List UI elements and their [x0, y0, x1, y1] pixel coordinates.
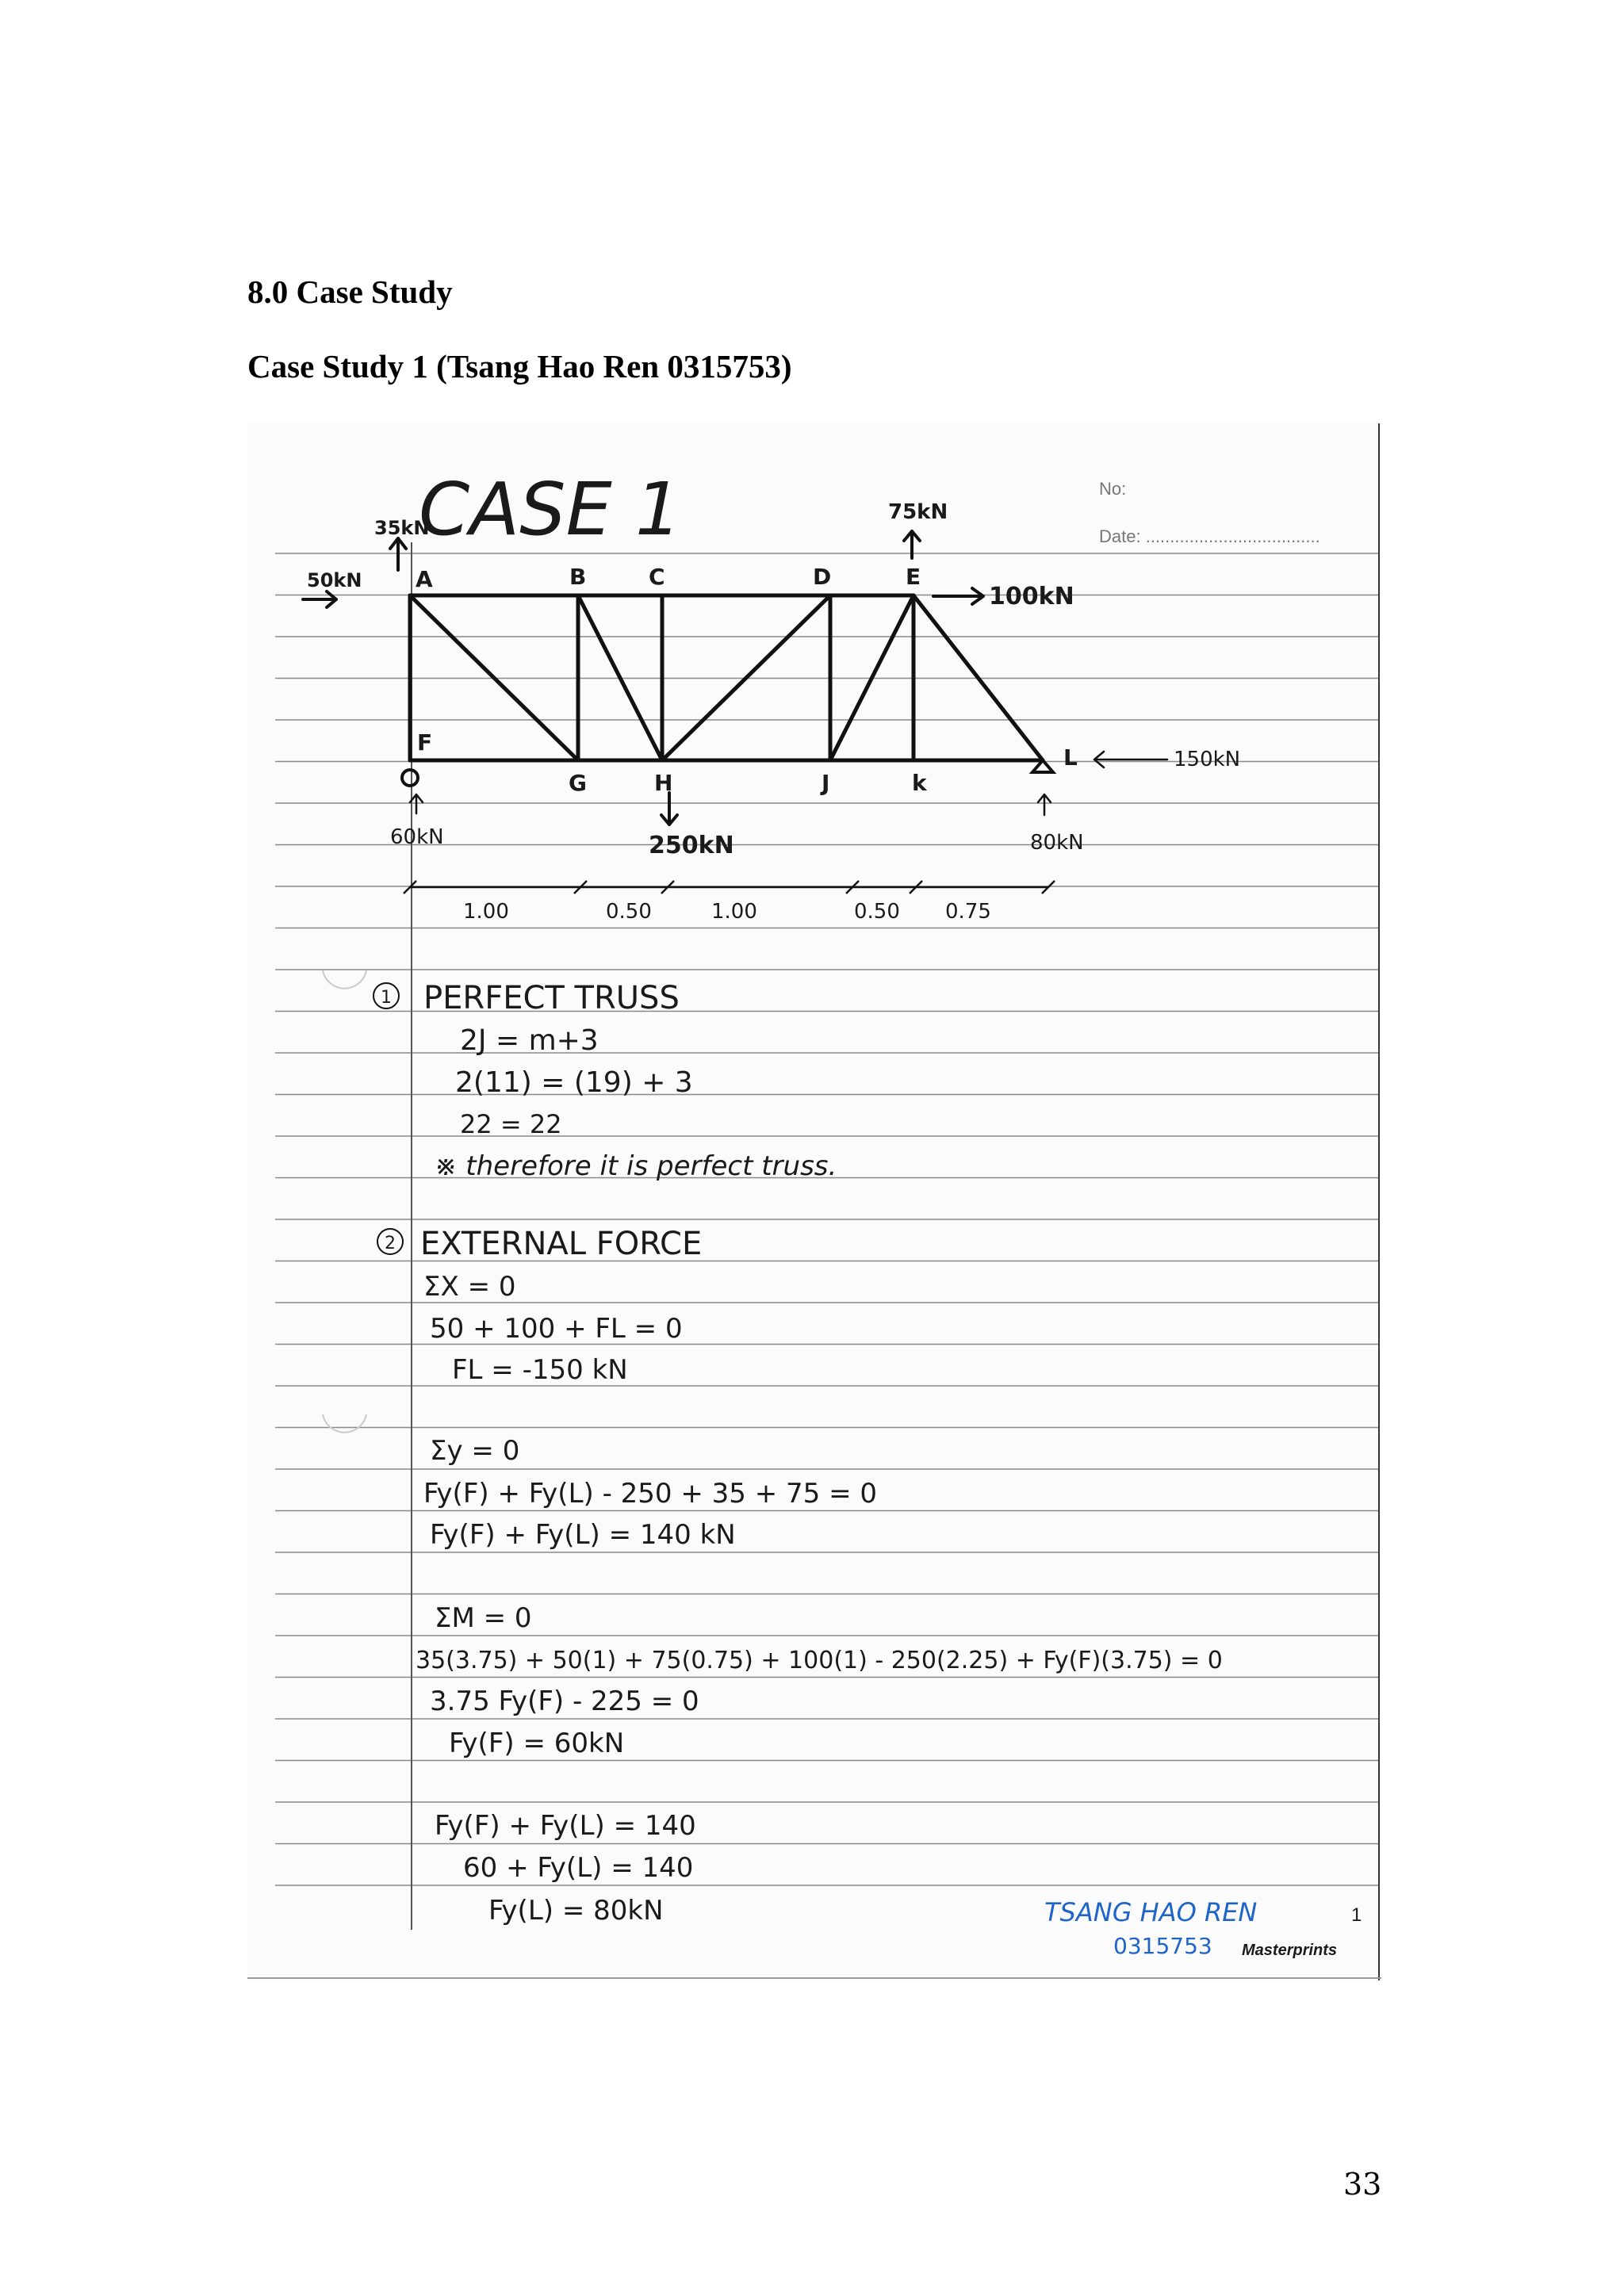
notebook-page-scan	[247, 423, 1381, 1980]
section-1-number: 1	[381, 988, 392, 1008]
pin-support-F	[402, 770, 418, 786]
s2-line-8: 35(3.75) + 50(1) + 75(0.75) + 100(1) - 250(2.25) + Fy(F)(3.75) = 0	[416, 1647, 1223, 1674]
node-label-D: D	[813, 564, 832, 590]
arrow-down-H	[661, 793, 677, 825]
page-corner-mark: 1	[1351, 1904, 1362, 1926]
notebook-page-drawing	[247, 423, 1381, 1980]
brand-logo: Masterprints	[1242, 1942, 1338, 1959]
no-label: No:	[1099, 479, 1127, 499]
node-label-K: k	[912, 770, 927, 796]
span-label-2: 0.50	[606, 900, 652, 924]
s2-line-4: Σy = 0	[430, 1435, 520, 1467]
s2-line-6: Fy(F) + Fy(L) = 140 kN	[430, 1519, 736, 1551]
arrow-right-E	[933, 588, 983, 604]
s2-line-5: Fy(F) + Fy(L) - 250 + 35 + 75 = 0	[423, 1478, 878, 1510]
case-study-heading: Case Study 1 (Tsang Hao Ren 0315753)	[247, 348, 792, 385]
arrow-up-reaction-L	[1038, 794, 1051, 815]
s2-line-10: Fy(F) = 60kN	[449, 1728, 625, 1759]
section-1-title: PERFECT TRUSS	[423, 980, 680, 1016]
s2-line-1: ΣX = 0	[423, 1271, 516, 1303]
s1-line-3: 22 = 22	[460, 1109, 562, 1139]
reaction-label-F: 60kN	[390, 825, 444, 849]
node-label-J: J	[822, 770, 830, 796]
s2-line-7: ΣM = 0	[435, 1602, 532, 1634]
node-label-E: E	[906, 564, 921, 590]
load-label-250kN: 250kN	[649, 832, 734, 859]
node-label-L: L	[1063, 744, 1078, 771]
punch-hole-2	[323, 1414, 366, 1433]
arrow-up-A	[390, 538, 406, 570]
section-heading: 8.0 Case Study	[247, 274, 453, 310]
s1-line-4: ※ therefore it is perfect truss.	[435, 1150, 837, 1182]
signature-name: TSANG HAO REN	[1044, 1897, 1258, 1927]
page-number: 33	[1343, 2167, 1382, 2202]
load-label-100kN: 100kN	[989, 583, 1074, 610]
s2-line-13: Fy(L) = 80kN	[488, 1895, 664, 1927]
node-label-H: H	[654, 770, 673, 796]
s2-line-3: FL = -150 kN	[452, 1354, 628, 1386]
span-label-4: 0.50	[854, 900, 900, 924]
node-label-C: C	[649, 564, 665, 590]
arrow-right-A	[303, 591, 336, 607]
s1-line-2: 2(11) = (19) + 3	[455, 1066, 693, 1099]
signature-id: 0315753	[1113, 1933, 1212, 1959]
reaction-label-L: 80kN	[1030, 831, 1084, 855]
punch-hole-1	[323, 970, 366, 989]
load-label-150kN: 150kN	[1174, 748, 1241, 771]
s2-line-9: 3.75 Fy(F) - 225 = 0	[430, 1686, 699, 1717]
diagram-title: CASE 1	[419, 467, 682, 552]
section-2-number: 2	[385, 1234, 396, 1253]
node-label-G: G	[569, 770, 587, 796]
section-2-title: EXTERNAL FORCE	[420, 1226, 703, 1262]
span-label-3: 1.00	[711, 900, 757, 924]
node-label-F: F	[417, 729, 433, 756]
s2-line-12: 60 + Fy(L) = 140	[463, 1852, 694, 1884]
node-label-B: B	[569, 564, 587, 590]
s2-line-2: 50 + 100 + FL = 0	[430, 1313, 683, 1345]
arrow-up-E	[904, 531, 920, 558]
load-label-75kN: 75kN	[888, 500, 948, 524]
load-label-50kN: 50kN	[307, 569, 362, 591]
span-label-5: 0.75	[945, 900, 991, 924]
s2-line-11: Fy(F) + Fy(L) = 140	[435, 1810, 696, 1842]
date-label: Date: ....................................	[1099, 526, 1320, 546]
dimension-line	[404, 881, 1055, 894]
node-label-A: A	[416, 566, 433, 592]
span-label-1: 1.00	[463, 900, 509, 924]
s1-line-1: 2J = m+3	[460, 1024, 599, 1057]
load-label-35kN: 35kN	[374, 517, 430, 539]
arrow-left-L	[1094, 752, 1167, 767]
